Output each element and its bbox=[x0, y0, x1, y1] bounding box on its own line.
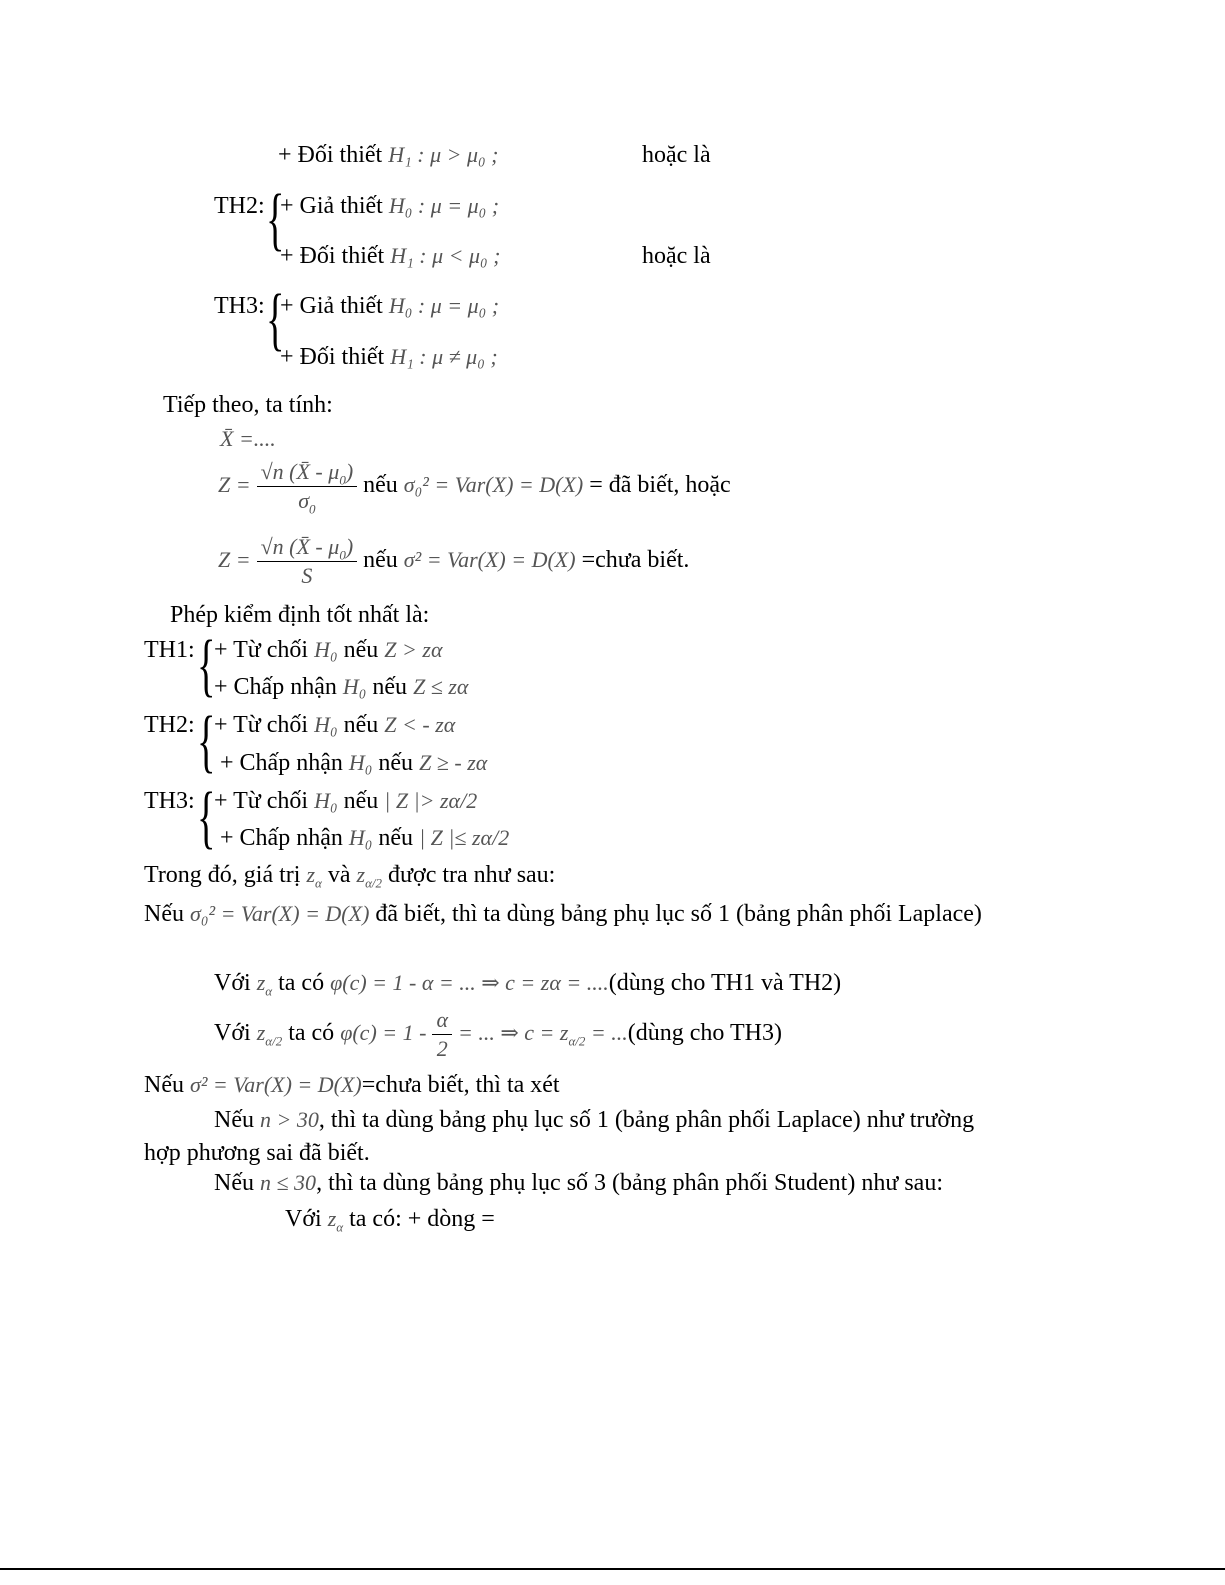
za2-line: Với $z_{\alpha/2}$ ta có φ(c) = 1 - $\frac{\alpha}{2}$ = ... ⇒ $c = z_{\alpha/2}$ = ...(dùng cho TH3) bbox=[214, 1007, 782, 1061]
known-text: = đã biết, hoặc bbox=[589, 472, 731, 499]
unknown-text: =chưa biết. bbox=[581, 547, 690, 574]
za-formula: φ(c) = 1 - α = ... ⇒ c = zα = .... bbox=[330, 970, 609, 995]
th1-accept: + Chấp nhận H₀ nếu Z ≤ zα bbox=[214, 674, 469, 700]
last-line: Với $z_\alpha$ ta có: + dòng = bbox=[285, 1206, 495, 1235]
th2-label: TH2: bbox=[214, 193, 265, 219]
or-label-2: hoặc là bbox=[642, 243, 711, 269]
var-known: σ₀² = Var(X) = D(X) bbox=[403, 472, 584, 498]
th1-reject: + Từ chối H₀ nếu Z > zα bbox=[214, 637, 443, 663]
th3-null-line: + Giả thiết H₀ : μ = μ₀ ; bbox=[280, 293, 500, 319]
th3-alt-line: + Đối thiết H₁ : μ ≠ μ₀ ; bbox=[280, 344, 498, 370]
th2-reject: + Từ chối H₀ nếu Z < - zα bbox=[214, 712, 456, 738]
z-unknown-line: Z = $\frac{√n (X̄ - \mu_0)}{S}$ nếu σ² = Var(X) = D(X) =chưa biết. bbox=[218, 534, 690, 588]
z-numerator: √n (X̄ - $\mu_0$) bbox=[257, 458, 358, 487]
th1-alt-line bbox=[278, 140, 498, 170]
th2-accept: + Chấp nhận H₀ nếu Z ≥ - zα bbox=[220, 750, 488, 776]
small-n-line: Nếu n ≤ 30, thì ta dùng bảng phụ lục số 3 (bảng phân phối Student) như sau: bbox=[214, 1170, 943, 1196]
z-unknown-fraction: $\frac{√n (X̄ - \mu_0)}{S}$ bbox=[257, 533, 358, 590]
z-denominator-sigma0: $\sigma_0$ bbox=[298, 488, 316, 517]
th3-brace: { bbox=[266, 281, 285, 358]
test-intro: Phép kiểm định tốt nhất là: bbox=[170, 602, 430, 628]
test-th1-brace: { bbox=[197, 627, 216, 704]
z-known-fraction bbox=[257, 458, 358, 515]
test-th2-label: TH2: bbox=[144, 712, 195, 738]
z-symbol: Z = bbox=[218, 472, 251, 498]
test-th3-brace: { bbox=[197, 779, 216, 856]
alpha-over-2: $\frac{\alpha}{2}$ bbox=[432, 1006, 452, 1063]
th3-reject: + Từ chối H₀ nếu | Z |> zα/2 bbox=[214, 788, 478, 814]
unknown-variance-line: Nếu σ² = Var(X) = D(X)=chưa biết, thì ta xét bbox=[144, 1072, 560, 1098]
th3-label: TH3: bbox=[214, 293, 265, 319]
known-variance-line: Nếu σ₀² = Var(X) = D(X) đã biết, thì ta dùng bảng phụ lục số 1 (bảng phân phối Laplace) bbox=[144, 901, 982, 927]
compute-intro: Tiếp theo, ta tính: bbox=[163, 392, 333, 418]
za-line: Với $z_\alpha$ ta có φ(c) = 1 - α = ... ⇒ c = zα = ....(dùng cho TH1 và TH2) bbox=[214, 970, 842, 999]
large-n-line: Nếu n > 30, thì ta dùng bảng phụ lục số 1 (bảng phân phối Laplace) như trường bbox=[214, 1107, 975, 1133]
lookup-intro: Trong đó, giá trị $z_\alpha$ và $z_{\alpha/2}$ được tra như sau: bbox=[144, 862, 556, 891]
th2-null-math: H₀ : μ = μ₀ ; bbox=[388, 193, 500, 218]
th2-brace: { bbox=[266, 181, 285, 258]
th2-alt-line: + Đối thiết H₁ : μ < μ₀ ; bbox=[280, 243, 501, 269]
th3-null-math: H₀ : μ = μ₀ ; bbox=[388, 293, 500, 318]
or-label-1: hoặc là bbox=[642, 142, 711, 168]
page-bottom-rule bbox=[0, 1568, 1225, 1570]
z-denominator-s: S bbox=[301, 563, 313, 588]
alt-label: + Đối thiết bbox=[278, 142, 383, 168]
large-n-line-2: hợp phương sai đã biết. bbox=[144, 1140, 370, 1166]
th2-alt-math: H₁ : μ < μ₀ ; bbox=[390, 243, 501, 268]
th3-alt-math: H₁ : μ ≠ μ₀ ; bbox=[390, 344, 498, 369]
test-th1-label: TH1: bbox=[144, 637, 195, 663]
var-unknown: σ² = Var(X) = D(X) bbox=[403, 547, 576, 573]
th2-null-line: + Giả thiết H₀ : μ = μ₀ ; bbox=[280, 193, 500, 219]
th3-accept: + Chấp nhận H₀ nếu | Z |≤ zα/2 bbox=[220, 825, 510, 851]
th1-alt-math: H₁ : μ > μ₀ ; bbox=[388, 142, 499, 167]
test-th2-brace: { bbox=[197, 703, 216, 780]
test-th3-label: TH3: bbox=[144, 788, 195, 814]
z-known-line: Z = $\frac{√n (X̄ - \mu_0)}{\sigma_0}$ nếu σ₀² = Var(X) = D(X) = đã biết, hoặc bbox=[218, 459, 731, 517]
xbar-line: X̄ =.... bbox=[220, 426, 276, 451]
